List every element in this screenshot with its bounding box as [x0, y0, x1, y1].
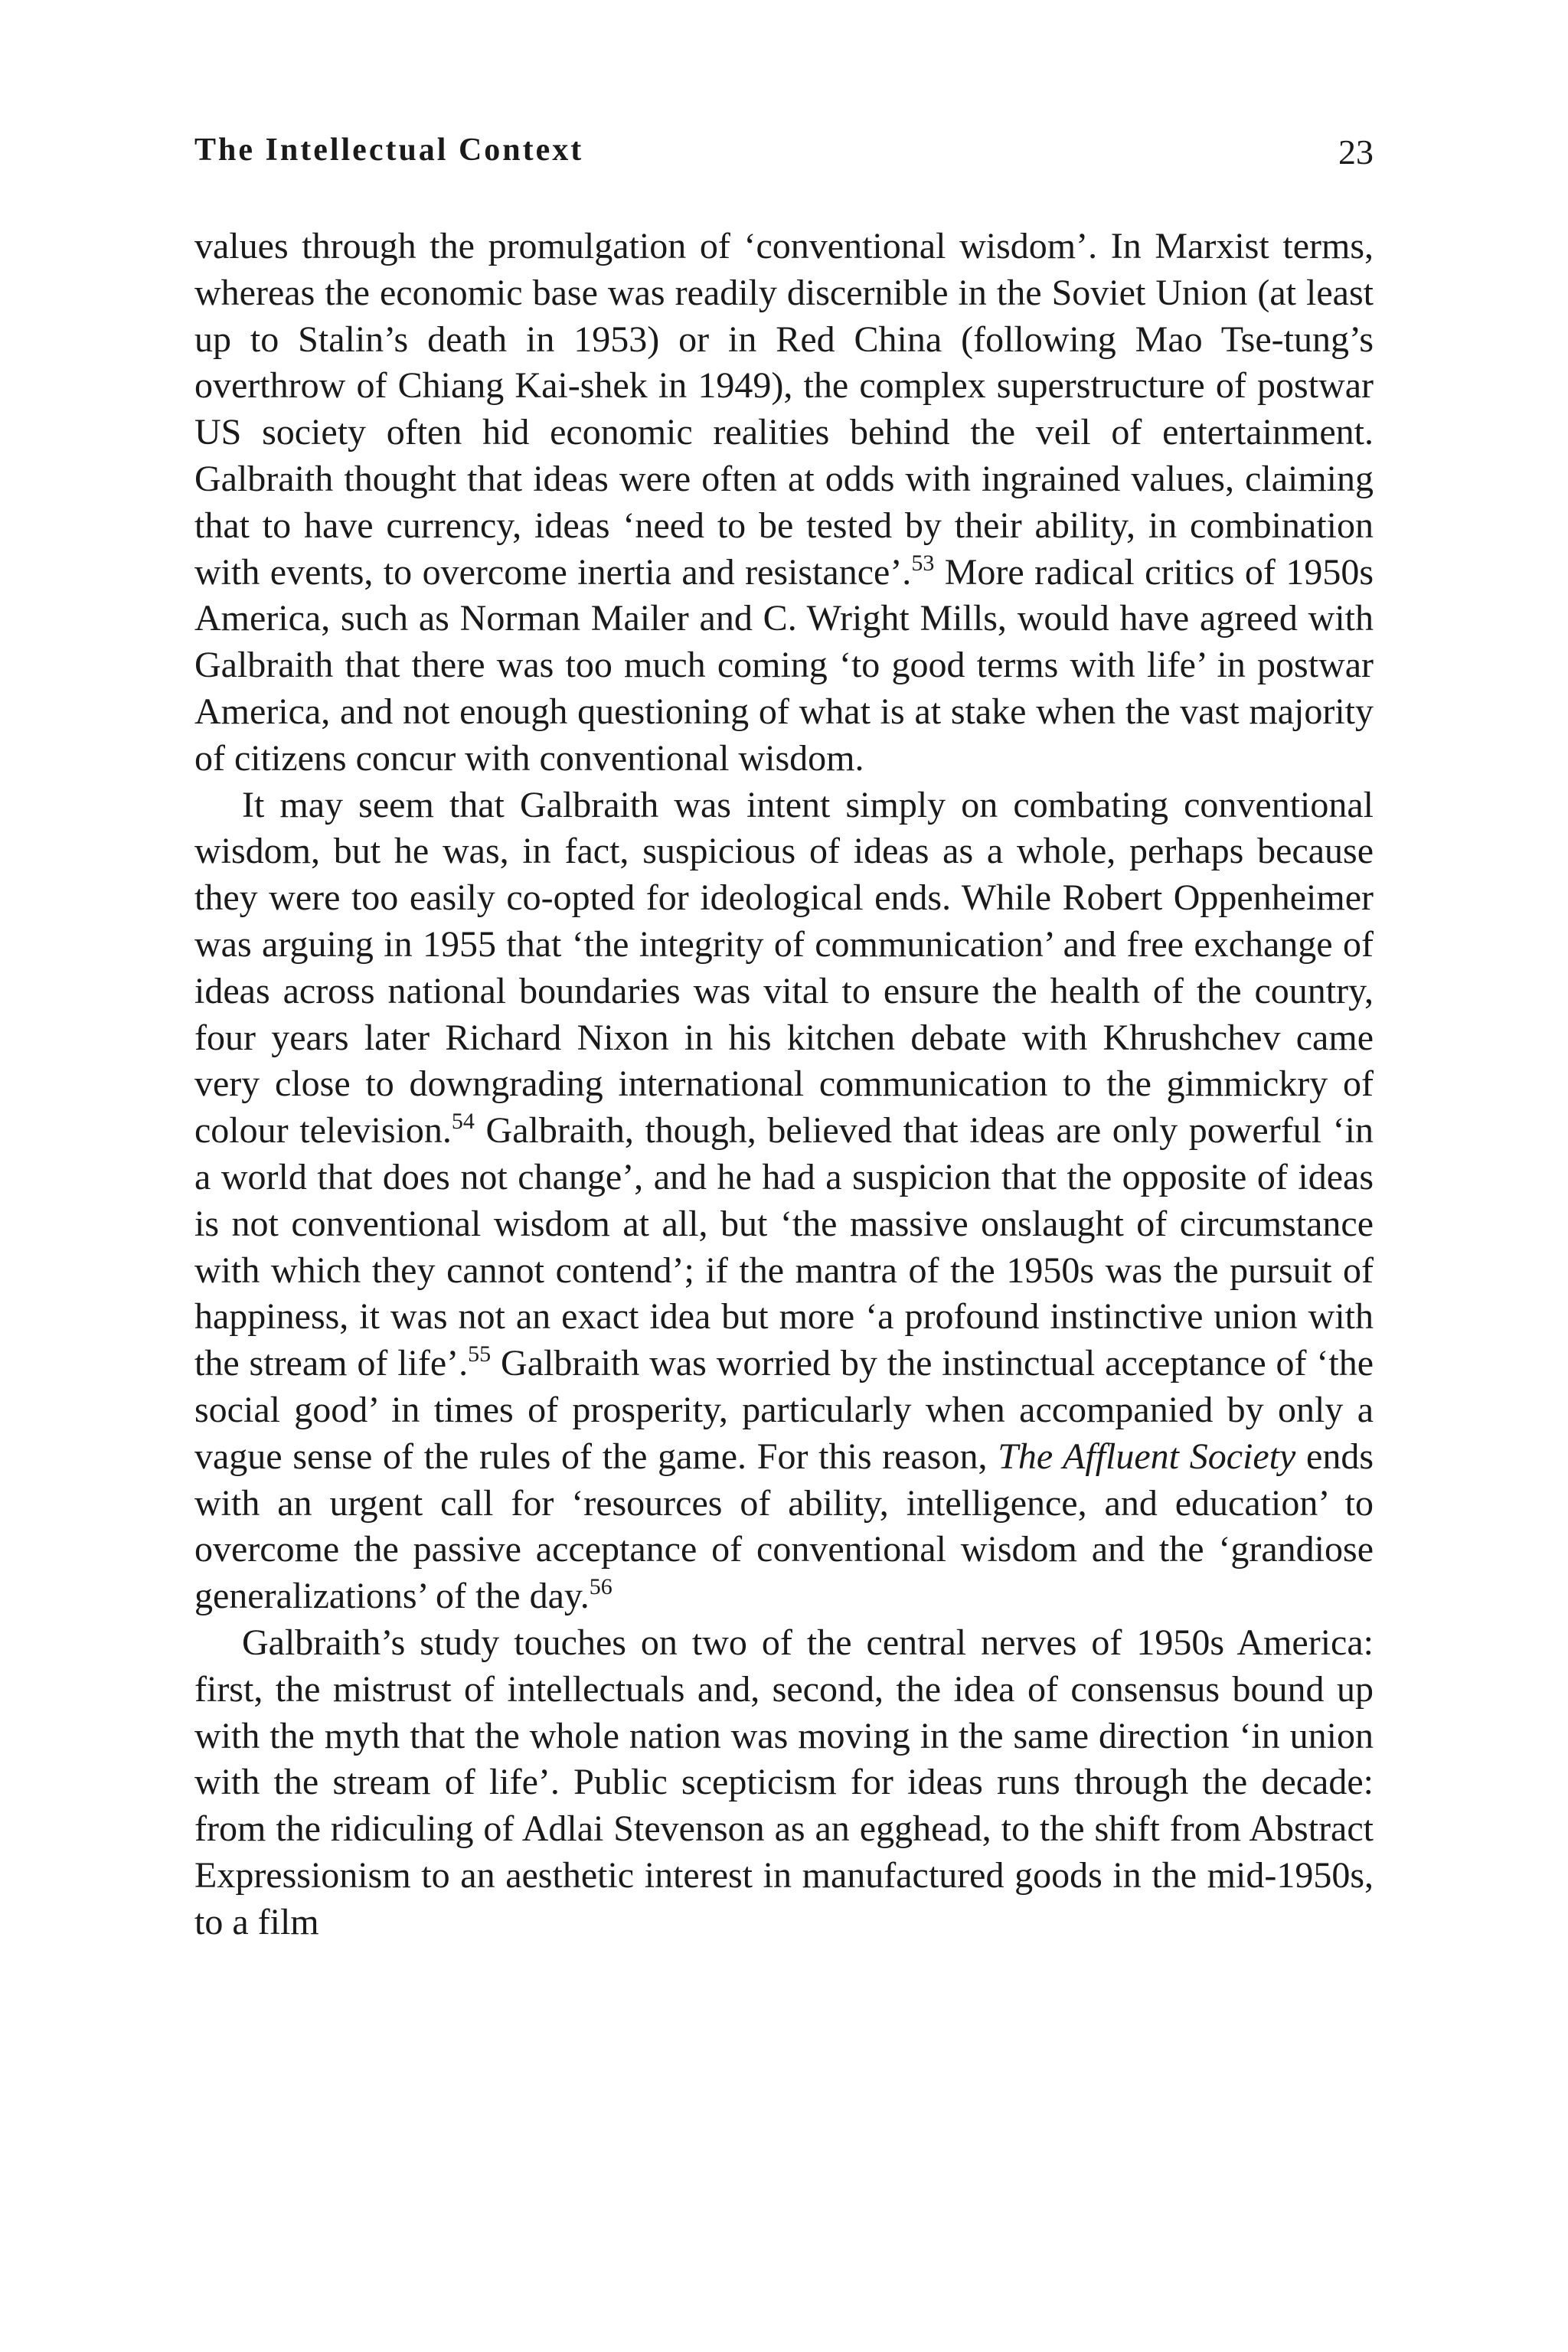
body-text [194, 224, 1374, 1945]
paragraph-2-text-d: ends with an urgent call for ‘resources of ability, intelligence, and education’ to overcome the passive acceptance of conventional wisdom and the ‘grandiose generalizations’ of the day. [194, 1436, 1374, 1617]
book-title-italic: The Affluent Society [998, 1436, 1296, 1477]
paragraph-1-text-b: More radical critics of 1950s America, such as Norman Mailer and C. Wright Mills, would have agreed with Galbraith that there was too much coming ‘to good terms with life’ in postwar America, and not enough questioning of what is at stake when the vast majority of citizens concur with conventional wisdom. [194, 551, 1374, 779]
footnote-ref-54: 54 [451, 1109, 475, 1135]
footnote-ref-55: 55 [468, 1341, 492, 1367]
page-number: 23 [1338, 132, 1374, 172]
paragraph-3 [194, 1620, 1374, 1946]
running-title: The Intellectual Context [194, 132, 584, 168]
footnote-ref-53: 53 [911, 550, 935, 576]
paragraph-3-text: Galbraith’s study touches on two of the central nerves of 1950s America: first, the mistrust of intellectuals and, second, the idea of consensus bound up with the myth that the whole nation was moving in the same direction ‘in union with the stream of life’. Public scepticism for ideas runs through the decade: from the ridiculing of Adlai Stevenson as an egghead, to the shift from Abstract Expressionism to an aesthetic interest in manufactured goods in the mid-1950s, to a film [194, 1622, 1374, 1942]
paragraph-1 [194, 224, 1374, 782]
paragraph-2 [194, 782, 1374, 1620]
paragraph-2-text-b: Galbraith, though, believed that ideas are only powerful ‘in a world that does not change’, and he had a suspicion that the opposite of ideas is not conventional wisdom at all, but ‘the massive onslaught of circumstance with which they cannot contend’; if the mantra of the 1950s was the pursuit of happiness, it was not an exact idea but more ‘a profound instinctive union with the stream of life’. [194, 1110, 1374, 1384]
paragraph-2-text-a: It may seem that Galbraith was intent simply on combating conventional wisdom, but he was, in fact, suspicious of ideas as a whole, perhaps because they were too easily co-opted for ideological ends. While Robert Oppenheimer was arguing in 1955 that ‘the integrity of communication’ and free exchange of ideas across national boundaries was vital to ensure the health of the country, four years later Richard Nixon in his kitchen debate with Khrushchev came very close to downgrading international communication to the gimmickry of colour television. [194, 784, 1374, 1152]
running-head [194, 132, 1374, 185]
footnote-ref-56: 56 [589, 1574, 612, 1600]
paragraph-2-text-c: Galbraith was worried by the instinctual acceptance of ‘the social good’ in times of prosperity, particularly when accompanied by only a vague sense of the rules of the game. For this reason, [194, 1343, 1374, 1477]
paragraph-1-text-a: values through the promulgation of ‘conventional wisdom’. In Marxist terms, whereas the economic base was readily discernible in the Soviet Union (at least up to Stalin’s death in 1953) or in Red China (following Mao Tse-tung’s overthrow of Chiang Kai-shek in 1949), the complex superstructure of postwar US society often hid economic realities behind the veil of entertainment. Galbraith thought that ideas were often at odds with ingrained values, claiming that to have currency, ideas ‘need to be tested by their ability, in combination with events, to overcome inertia and resistance’. [194, 226, 1374, 593]
